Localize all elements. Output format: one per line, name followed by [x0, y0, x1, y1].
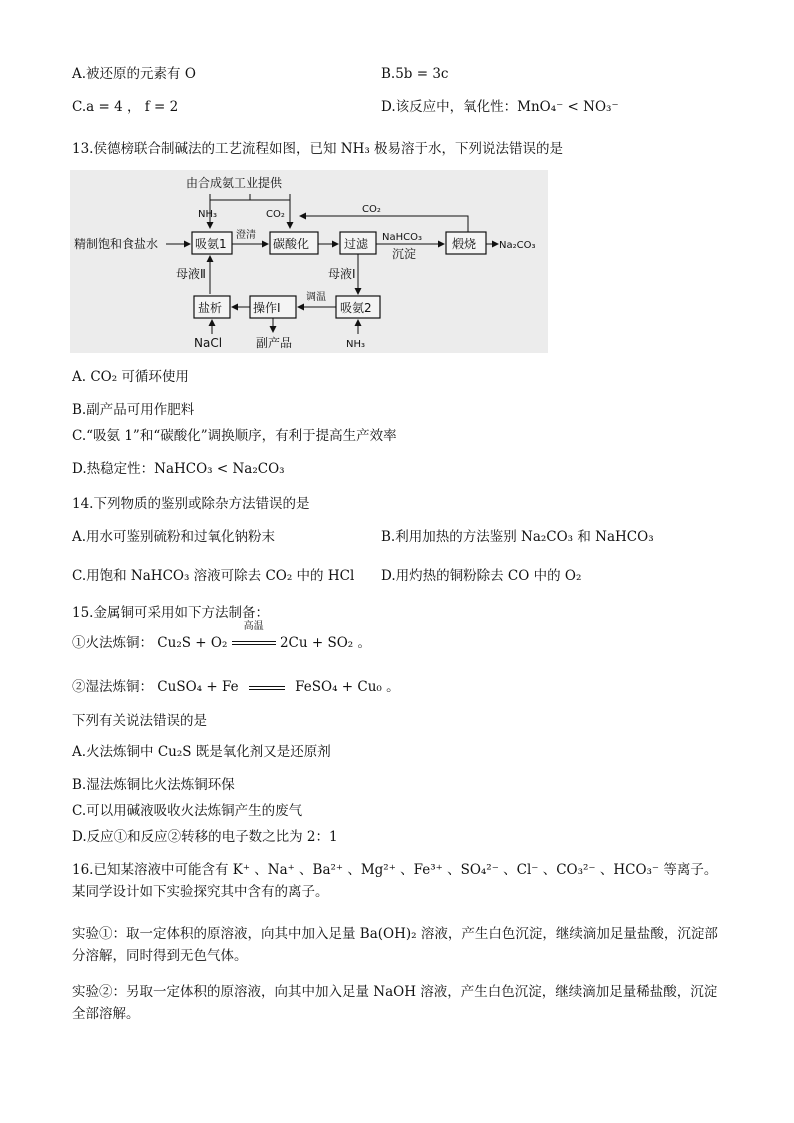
q12-option-c: C.a = 4 ， f = 2 — [72, 99, 179, 115]
eq2-end: 。 — [386, 679, 400, 695]
mother-liquor-1-label: 母液Ⅰ — [328, 267, 356, 281]
box-calcine: 煅烧 — [452, 237, 477, 251]
adjust-temp-label: 调温 — [306, 292, 326, 303]
q14-option-d: D.用灼热的铜粉除去 CO 中的 O₂ — [381, 568, 582, 584]
q12-option-a: A.被还原的元素有 O — [72, 66, 196, 82]
eq1-prefix: ①火法炼铜： — [72, 635, 153, 651]
clarify-label: 澄清 — [236, 230, 256, 241]
eq1-products: 2Cu + SO₂ — [279, 635, 354, 651]
q14-option-c: C.用饱和 NaHCO₃ 溶液可除去 CO₂ 中的 HCl — [72, 568, 355, 584]
eq1-arrow — [232, 621, 276, 645]
q14-option-b: B.利用加热的方法鉴别 Na₂CO₃ 和 NaHCO₃ — [381, 529, 654, 545]
box-absorb-ammonia-1: 吸氨1 — [195, 237, 227, 251]
q13-option-d: D.热稳定性：NaHCO₃ < Na₂CO₃ — [72, 461, 285, 477]
q15-option-b: B.湿法炼铜比火法炼铜环保 — [72, 777, 235, 793]
box-filter: 过滤 — [344, 237, 369, 251]
mother-liquor-2-label: 母液Ⅱ — [176, 267, 206, 281]
eq1-end: 。 — [357, 635, 371, 651]
nacl-label: NaCl — [194, 336, 223, 350]
q15-option-d: D.反应①和反应②转移的电子数之比为 2：1 — [72, 829, 338, 845]
q12-option-b: B.5b = 3c — [381, 66, 449, 82]
precipitate-label: 沉淀 — [392, 247, 417, 261]
box-operation-1: 操作Ⅰ — [253, 301, 281, 315]
q14-option-a: A.用水可鉴别硫粉和过氧化钠粉末 — [72, 529, 276, 545]
q15-equation-1 — [72, 621, 371, 653]
q15-equation-2 — [72, 677, 400, 697]
eq1-reactants: Cu₂S + O₂ — [157, 635, 228, 651]
box-carbonation: 碳酸化 — [273, 237, 310, 251]
feed-label: 精制饱和食盐水 — [74, 237, 159, 251]
q13-stem: 13.侯德榜联合制碱法的工艺流程如图，已知 NH₃ 极易溶于水，下列说法错误的是 — [72, 141, 564, 157]
q15-stem: 15.金属铜可采用如下方法制备： — [72, 605, 269, 621]
nahco3-label: NaHCO₃ — [382, 232, 422, 243]
product-label: Na₂CO₃ — [499, 240, 536, 251]
byproduct-label: 副产品 — [256, 336, 293, 350]
box-absorb-ammonia-2: 吸氨2 — [340, 301, 372, 315]
eq2-prefix: ②湿法炼铜： — [72, 679, 153, 695]
q15-option-a: A.火法炼铜中 Cu₂S 既是氧化剂又是还原剂 — [72, 744, 331, 760]
q15-question: 下列有关说法错误的是 — [72, 713, 207, 729]
q13-option-a: A. CO₂ 可循环使用 — [72, 369, 189, 385]
eq2-equals — [249, 686, 285, 690]
co2-top-label: CO₂ — [266, 209, 285, 220]
box-salting-out: 盐析 — [198, 301, 223, 315]
q14-stem: 14.下列物质的鉴别或除杂方法错误的是 — [72, 496, 310, 512]
q15-option-c: C.可以用碱液吸收火法炼铜产生的废气 — [72, 803, 303, 819]
source-label: 由合成氨工业提供 — [186, 176, 283, 190]
q12-option-d: D.该反应中，氧化性：MnO₄⁻ < NO₃⁻ — [381, 99, 619, 115]
q16-experiment-1: 实验①：取一定体积的原溶液，向其中加入足量 Ba(OH)₂ 溶液，产生白色沉淀，继续滴加足量盐酸，沉淀部分溶解，同时得到无色气体。 — [72, 926, 718, 964]
nh3-bottom-label: NH₃ — [346, 339, 366, 350]
nh3-top-label: NH₃ — [198, 209, 218, 220]
q16-experiment-2: 实验②：另取一定体积的原溶液，向其中加入足量 NaOH 溶液，产生白色沉淀，继续滴加足量稀盐酸，沉淀全部溶解。 — [72, 984, 718, 1022]
q13-option-b: B.副产品可用作肥料 — [72, 402, 195, 418]
co2-recycle-label: CO₂ — [362, 204, 381, 215]
eq1-condition: 高温 — [243, 621, 264, 632]
q13-option-c: C.“吸氨 1”和“碳酸化”调换顺序，有利于提高生产效率 — [72, 428, 397, 444]
q16-stem: 16.已知某溶液中可能含有 K⁺ 、Na⁺ 、Ba²⁺ 、Mg²⁺ 、Fe³⁺ 、SO₄²⁻ 、Cl⁻ 、CO₃²⁻ 、HCO₃⁻ 等离子。某同学设计如下实验探究其中含有的离子。 — [72, 862, 718, 900]
eq2-products: FeSO₄ + Cu₀ — [295, 679, 382, 695]
eq2-reactants: CuSO₄ + Fe — [157, 679, 239, 695]
process-flow-diagram — [70, 170, 548, 353]
